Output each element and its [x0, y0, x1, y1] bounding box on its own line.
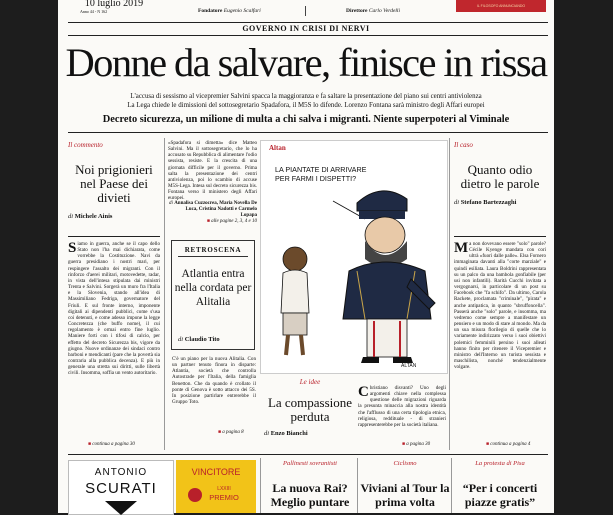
ad-emblem	[105, 501, 137, 515]
book-ad-prize	[176, 460, 256, 513]
teaser-2-label: Ciclismo	[393, 460, 417, 467]
comment-title: Noi prigionieri nel Paese dei divieti	[75, 162, 153, 205]
bottom-divider-1	[260, 458, 261, 513]
main-headline: Donne da salvare, finisce in rissa	[65, 40, 547, 85]
comment-body	[68, 241, 160, 439]
case-drop-cap: M	[454, 240, 469, 256]
comment-continues-text: continua a pagina 30	[92, 442, 135, 447]
comment-continues: ■ continua a pagina 30	[88, 442, 135, 447]
comment-drop-cap: S	[68, 240, 77, 256]
ad-prize-edition: LXXIII	[217, 486, 231, 492]
ideas-byline-prefix: di	[264, 430, 270, 437]
retroscena-rule	[178, 256, 248, 257]
teaser-3-label: La protesta di Pisa	[475, 460, 525, 467]
director-line	[346, 8, 400, 14]
subhead-1: L'accusa di sessismo al vicepremier Salvini spacca la maggioranza e fa saltare la presentazione del piano sui centri antiviolenza	[130, 93, 482, 100]
ideas-pages: ■ a pagina 30	[402, 442, 431, 447]
retroscena-pages: ■ a pagina 8	[218, 430, 244, 435]
teaser-1-label: Pallinesti sovraniisti	[283, 460, 337, 467]
newspaper-page	[58, 0, 554, 513]
comment-byline-prefix: di	[68, 213, 74, 220]
teaser-3-title: “Per i concerti piazze gratis”	[462, 481, 538, 509]
comment-author: Michele Ainis	[74, 213, 113, 220]
case-byline	[454, 199, 546, 206]
comment-text: iamo in guerra, anche se il capo dello Stato non l'ha mai dichiarata, come vorrebbe la Costituzione. Navi da guerra presidiano i nostri mari, per respingere l'assalto dei migranti. Con il rinforzo d'aerei militari, motovedette, radar, in vista dell'intesa stipulata dai ministri Trenta e Salvini. Sorgerà un muro fra l'Italia e la Slovenia, stando all'idea di Massimiliano Fedriga, governatore del Friuli. E sul fronte interno, imponente digitali ai dipendenti pubblici, come s'usa coi detenuti, e come adesso impone la legge Concretezza (che buffo nome), il cui regolamento è ormai entro fine luglio. Maniere forti con i tifosi di calcio, per effetto del decreto Sicurezza bis, vigore da giugno. Nuove ordinanze dei sindaci contro barboni e mendicanti (pare che la povertà sia contraria alla pubblica decenza). E più in generale una stretta sui diritti, sulle libertà civili. Insomma, soffia un vento autoritario.	[68, 241, 160, 377]
masthead-divider	[305, 6, 306, 16]
divider-right	[449, 138, 450, 450]
founder-line	[198, 8, 261, 14]
case-author: Stefano Bartezzaghi	[460, 199, 517, 206]
subhead-2: La Lega chiede le dimissioni del sottosegretario Spadafora, il M5S lo difende. Lorenzo Fontana sarà ministro degli Affari europei	[127, 102, 485, 109]
ideas-text: hristiano disvanti? Uno degli argomenti chiave nella complessa questione delle migrazioni riguarda la presunta minaccia alla nostra identità che l'afflusso di una certa tipologia etnica, religiosa, reddituale - di stranieri rappresenterebbe per la società italiana.	[358, 385, 446, 428]
ad-author-last: SCURATI	[85, 480, 157, 497]
lead-authors-names: Annalisa Cuzzocrea, Maria Novella De Luca, Cristina Nadotti e Carmelo Lopapa	[174, 201, 257, 218]
comment-column	[68, 141, 160, 220]
child-figure	[281, 247, 309, 355]
ideas-title: La compassione perduta	[267, 395, 353, 424]
teaser-2	[360, 460, 450, 509]
teaser-2-title: Viviani al Tour la prima volta	[360, 481, 450, 509]
cartoon-speech: LA PIANTATE DI ARRIVARE PER FARMI I DISPETTI?	[275, 165, 367, 183]
cartoon-drawing	[261, 141, 447, 373]
case-rule	[454, 236, 546, 237]
section-header: GOVERNO IN CRISI DI NERVI	[242, 24, 370, 33]
rule-bottom	[68, 454, 548, 455]
founder-label: Fondatore	[198, 8, 223, 14]
book-ad-author	[68, 460, 174, 515]
retroscena-body: C'è un piano per la nuova Alitalia. Con un partner tenuto finora in disparte: Atlantia, società che controlla Autostrade per l'Italia, della famiglia Benetton. Che da quando è crollato il ponte di Genova è sotto attacco dei 5S. In posizione partirlare entrerebbe il Gruppo Toto.	[172, 356, 256, 406]
ad-author-first: ANTONIO	[94, 467, 148, 478]
top-right-promo: IL FILOSOFO ANNUNCIANDO	[456, 0, 546, 12]
case-title: Quanto odio dietro le parole	[460, 162, 540, 191]
lead-article-pages: alle pagine 2, 3, 4 e 10	[211, 219, 257, 224]
issue-date: 10 luglio 2019	[84, 0, 144, 9]
case-byline-prefix: di	[454, 199, 460, 206]
ad-prize-icon	[188, 488, 202, 502]
rule-top	[68, 22, 548, 23]
ideas-byline	[264, 430, 356, 437]
comment-byline	[68, 213, 160, 220]
rule-under-headline	[68, 132, 548, 133]
teaser-1-title: La nuova Rai? Meglio puntare	[270, 481, 350, 509]
subhead-3: Decreto sicurezza, un milione di multa a chi salva i migranti. Niente superpoteri al Viminale	[102, 114, 510, 125]
retroscena-label: RETROSCENA	[184, 246, 242, 254]
retroscena-author: Claudio Tito	[184, 336, 220, 343]
case-continues-text: continua a pagina 4	[490, 442, 531, 447]
ideas-pages-text: a pagina 30	[406, 442, 431, 447]
lead-article-authors: di Annalisa Cuzzocrea, Maria Novella De Luca, Cristina Nadotti e Carmelo Lopapa ■ alle pagine 2, 3, 4 e 10	[169, 201, 257, 224]
ideas-drop-cap: C	[358, 384, 369, 400]
ideas-body	[358, 385, 446, 439]
divider-left	[164, 138, 165, 450]
cartoon-label: Altan	[269, 144, 286, 152]
ideas-author: Enzo Bianchi	[270, 430, 308, 437]
comment-rule	[68, 236, 160, 237]
case-body	[454, 241, 546, 439]
case-text: a non dovevano essere "solo" parole? Cécile Kyenge mandata con cori ultrà «fuori dalle palle». Elsa Fornero immaginata davanti alla "corte marziale" e quindi esiliata. Laura Boldrini rappresentata su un palco da una bambola gonfiabile (per usi non infantili). Rarità Cucchi invitata a vergognarsi, in particolare di un post su Facebook che "fa schifo". Da ultimo, Carola Rackete, proclamata "criminale", "pirata" e anche antipatica, in quanto "sbruffoncella". Passerà anche "solo" parole, e insomma, ma vedremo come sempre a manifestare un pensiero e un modo di stare al mondo. Ma da un sua misura florilegio di quelle che lo variamente indirizzato verso i suoi obiettivi polemici femminili persino i suoi alleati hanno finito per ritenere il Vicepremier e ministro dell'Interno un turista sessista e maschilista, nonché tendenzialmente volgare.	[454, 241, 546, 371]
retroscena-byline	[178, 336, 252, 343]
case-continues: ■ continua a pagina 4	[486, 442, 531, 447]
cartoon-signature: ALTAN	[401, 363, 417, 369]
case-label: Il caso	[454, 141, 473, 149]
comment-label: Il commento	[68, 141, 103, 149]
retroscena-box	[171, 240, 255, 350]
founder-name: Eugenio Scalfari	[223, 8, 261, 14]
retroscena-byline-prefix: di	[178, 336, 184, 343]
bottom-divider-3	[451, 458, 452, 513]
lead-authors-prefix: di	[169, 201, 173, 206]
bottom-divider-2	[357, 458, 358, 513]
teaser-3	[454, 460, 546, 509]
ideas-column	[264, 378, 356, 437]
retroscena-title: Atlantia entra nella cordata per Alitalia	[174, 268, 252, 308]
retroscena-pages-text: a pagina 8	[222, 430, 244, 435]
teaser-1	[264, 460, 356, 509]
ideas-label: Le idee	[299, 378, 321, 386]
lead-article-body: «Spadafora si dimetta» dice Matteo Salvini. Ma il sottosegretario, che lo ha accusato su Repubblica di alimentare l'odio sessista, resiste. E la crescita di una giornata difficile per il governo. Prima salta la presentazione dei centri antiviolenza, poi lo scambio di accuse M5S-Lega. Intesa sul decreto sicurezza bis. Fontana verso il ministero degli Affari europei.	[168, 140, 257, 202]
altan-cartoon	[260, 140, 448, 374]
issue-number: Anno 44 - N 162	[80, 9, 108, 14]
officer-figure	[343, 191, 435, 363]
ad-prize-name: PREMIO	[209, 493, 239, 502]
director-name: Carlo Verdelli	[368, 8, 400, 14]
director-label: Direttore	[346, 8, 368, 14]
ad-prize-label: VINCITORE	[191, 467, 241, 477]
case-column	[454, 141, 546, 206]
